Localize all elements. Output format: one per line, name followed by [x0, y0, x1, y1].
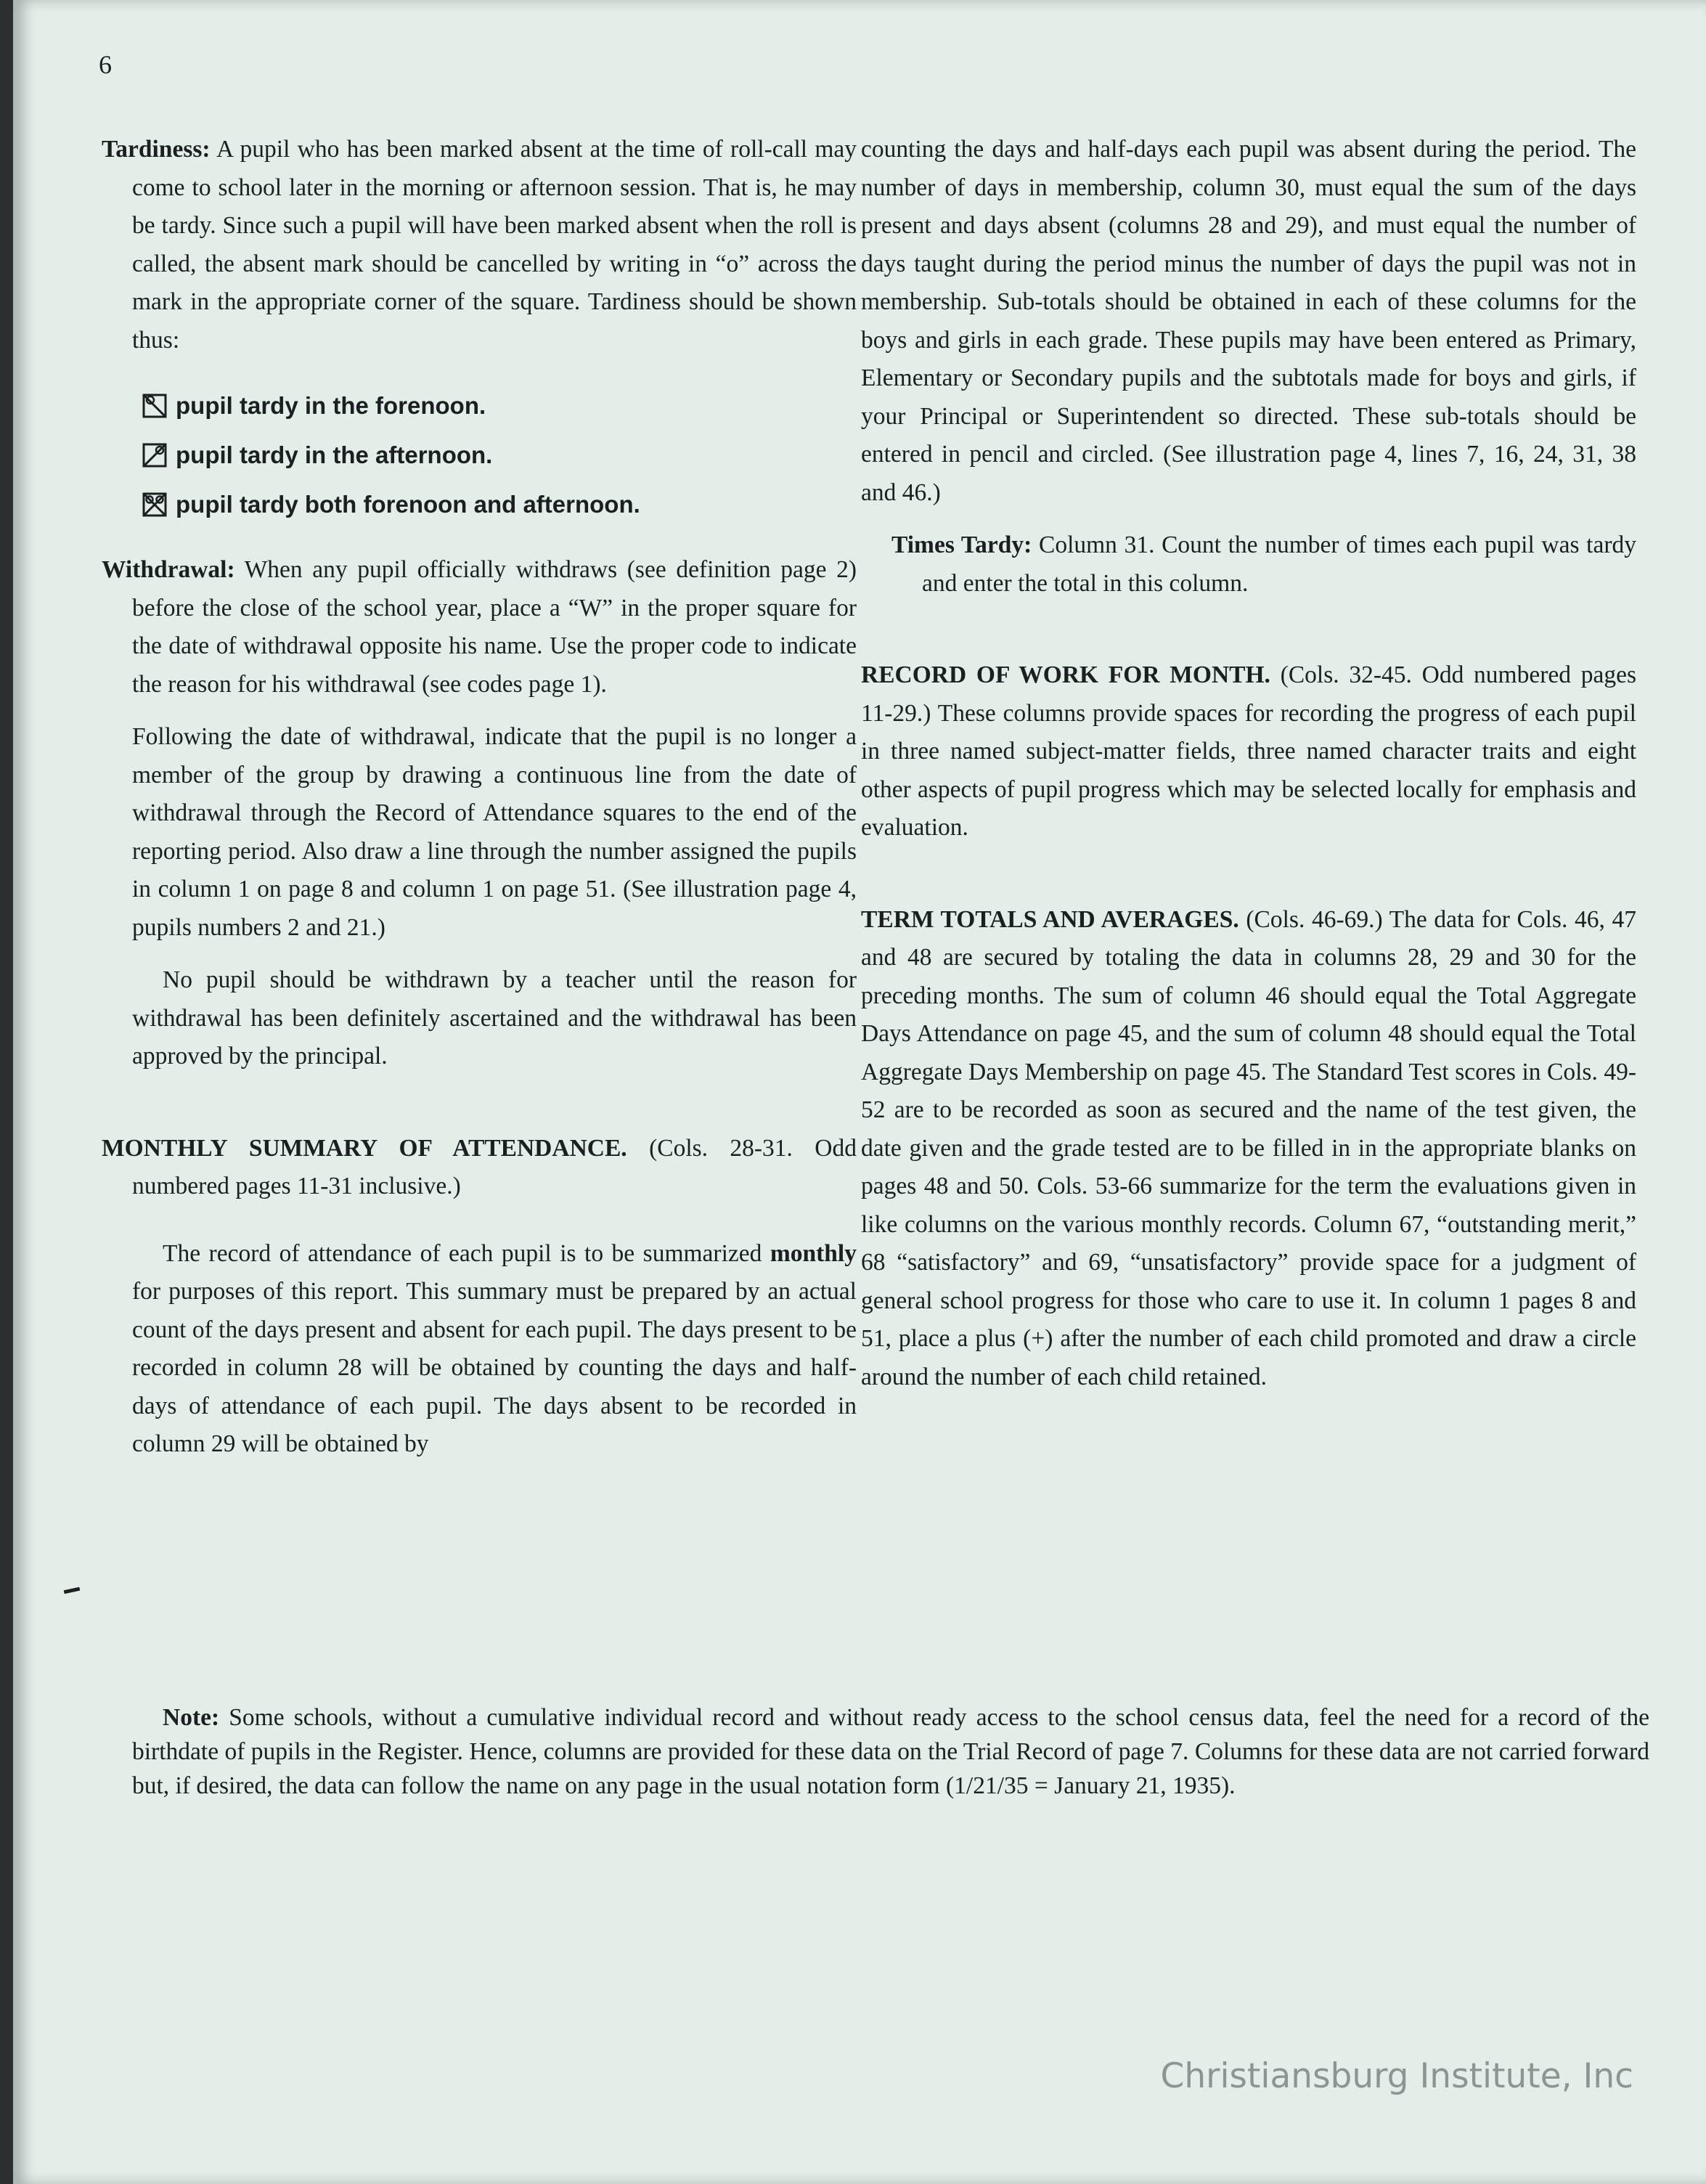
- monthly-summary-cols: (Cols. 28-31. Odd numbered pages 11-31 inclusive.): [132, 1134, 857, 1199]
- page-number: 6: [99, 50, 112, 79]
- withdrawal-paragraph: [102, 551, 857, 704]
- monthly-emphasis: monthly: [770, 1239, 857, 1267]
- note-label: Note:: [163, 1704, 220, 1731]
- monthly-summary-text: [102, 1235, 857, 1464]
- tardiness-label: Tardiness:: [102, 136, 211, 163]
- record-of-work-heading: RECORD OF WORK FOR MONTH.: [861, 661, 1270, 688]
- tardy-mark-label: pupil tardy both forenoon and afternoon.: [176, 491, 640, 518]
- withdrawal-para2: Following the date of withdrawal, indicate that the pupil is no longer a member of the group by drawing a continuous line from the date of withdrawal through the Record of Attendance squares to the end of the reporting period. Also draw a line through the number assigned the pupils in column 1 on page 8 and column 1 on page 51. (See illustration page 4, pupils numbers 2 and 21.): [132, 723, 857, 941]
- term-totals-heading: TERM TOTALS AND AVERAGES.: [861, 905, 1239, 933]
- right-column: [861, 131, 1636, 1396]
- record-of-work-text: (Cols. 32-45. Odd numbered pages 11-29.) These columns provide spaces for recording the progress of each pupil in three named subject-matter fields, three named character traits and eight other aspects of pupil progress which may be selected locally for emphasis and evaluation.: [861, 661, 1637, 841]
- footnote: [132, 1700, 1649, 1803]
- tardy-forenoon-icon: [142, 394, 167, 418]
- document-page: [13, 0, 1706, 2184]
- tardy-mark-label: pupil tardy in the forenoon.: [176, 392, 486, 419]
- tardy-marks-list: [142, 381, 857, 529]
- tardiness-text: A pupil who has been marked absent at the time of roll-call may come to school later in the morning or afternoon session. That is, he may be tardy. Since such a pupil will have been marked absent when the roll is called, the absent mark should be cancelled by writing in “o” across the mark in the appropriate corner of the square. Tardiness should be shown thus:: [132, 136, 857, 354]
- attendance-continuation: counting the days and half-days each pupil was absent during the period. The number of days in membership, column 30, must equal the sum of the days present and days absent (columns 28 and 29), and must equal the number of days taught during the period minus the number of days the pupil was not in membership. Sub-totals should be obtained in each of these columns for the boys and girls in each grade. These pupils may have been entered as Primary, Elementary or Secondary pupils and the subtotals made for boys and girls, if your Principal or Superintendent so directed. These sub-totals should be entered in pencil and circled. (See illustration page 4, lines 7, 16, 24, 31, 38 and 46.): [861, 136, 1636, 506]
- note-paragraph: [132, 1700, 1649, 1803]
- withdrawal-para3: No pupil should be withdrawn by a teacher until the reason for withdrawal has been definitely ascertained and the withdrawal has been approved by the principal.: [132, 966, 857, 1069]
- times-tardy-label: Times Tardy:: [891, 531, 1032, 558]
- monthly-summary-text-a: The record of attendance of each pupil is to be summarized: [163, 1239, 762, 1267]
- margin-pencil-mark: [64, 1587, 81, 1594]
- withdrawal-text: When any pupil officially withdraws (see definition page 2) before the close of the school year, place a “W” in the proper square for the date of withdrawal opposite his name. Use the proper code to indicate the reason for his withdrawal (see codes page 1).: [132, 556, 857, 698]
- tardiness-paragraph: [102, 131, 857, 359]
- times-tardy-paragraph: [861, 526, 1636, 603]
- term-totals-text: (Cols. 46-69.) The data for Cols. 46, 47 and 48 are secured by totaling the data in columns 28, 29 and 30 for the preceding months. The sum of column 46 should equal the Total Aggregate Days Attendance on page 45, and the sum of column 48 should equal the Total Aggregate Days Membership on page 45. The Standard Test scores in Cols. 49-52 are to be recorded as soon as secured and the name of the test given, the date given and the grade tested are to be filled in in the appropriate blanks on pages 48 and 50. Cols. 53-66 summarize for the term the evaluations given in like columns on the various monthly records. Column 67, “outstanding merit,” 68 “satisfactory” and 69, “unsatisfactory” provide space for a judgment of general school progress for those who care to use it. In column 1 pages 8 and 51, place a plus (+) after the number of each child promoted and draw a circle around the number of each child retained.: [861, 905, 1636, 1390]
- monthly-summary-text-b: for purposes of this report. This summary must be prepared by an actual count of the days present and absent for each pupil. The days present to be recorded in column 28 will be obtained by counting the days and half-days of attendance of each pupil. The days absent to be recorded in column 29 will be obtained by: [132, 1278, 857, 1457]
- term-totals-paragraph: [861, 901, 1636, 1397]
- watermark: Christiansburg Institute, Inc: [1160, 2056, 1633, 2096]
- list-item: [142, 381, 857, 431]
- left-column: [102, 131, 857, 1464]
- times-tardy-text: Column 31. Count the number of times each pupil was tardy and enter the total in this column.: [922, 531, 1636, 597]
- note-text: Some schools, without a cumulative individual record and without ready access to the school census data, feel the need for a record of the birthdate of pupils in the Register. Hence, columns are provided for these data on the Trial Record of page 7. Columns for these data are not carried forward but, if desired, the data can follow the name on any page in the usual notation form (1/21/35 = January 21, 1935).: [132, 1704, 1650, 1799]
- list-item: [142, 480, 857, 529]
- tardy-afternoon-icon: [142, 443, 167, 468]
- monthly-summary-title: MONTHLY SUMMARY OF ATTENDANCE.: [102, 1134, 627, 1162]
- tardy-both-icon: [142, 492, 167, 517]
- tardy-mark-label: pupil tardy in the afternoon.: [176, 441, 493, 468]
- list-item: [142, 431, 857, 480]
- withdrawal-label: Withdrawal:: [102, 556, 235, 583]
- monthly-summary-heading: [102, 1130, 857, 1206]
- record-of-work-paragraph: [861, 656, 1636, 847]
